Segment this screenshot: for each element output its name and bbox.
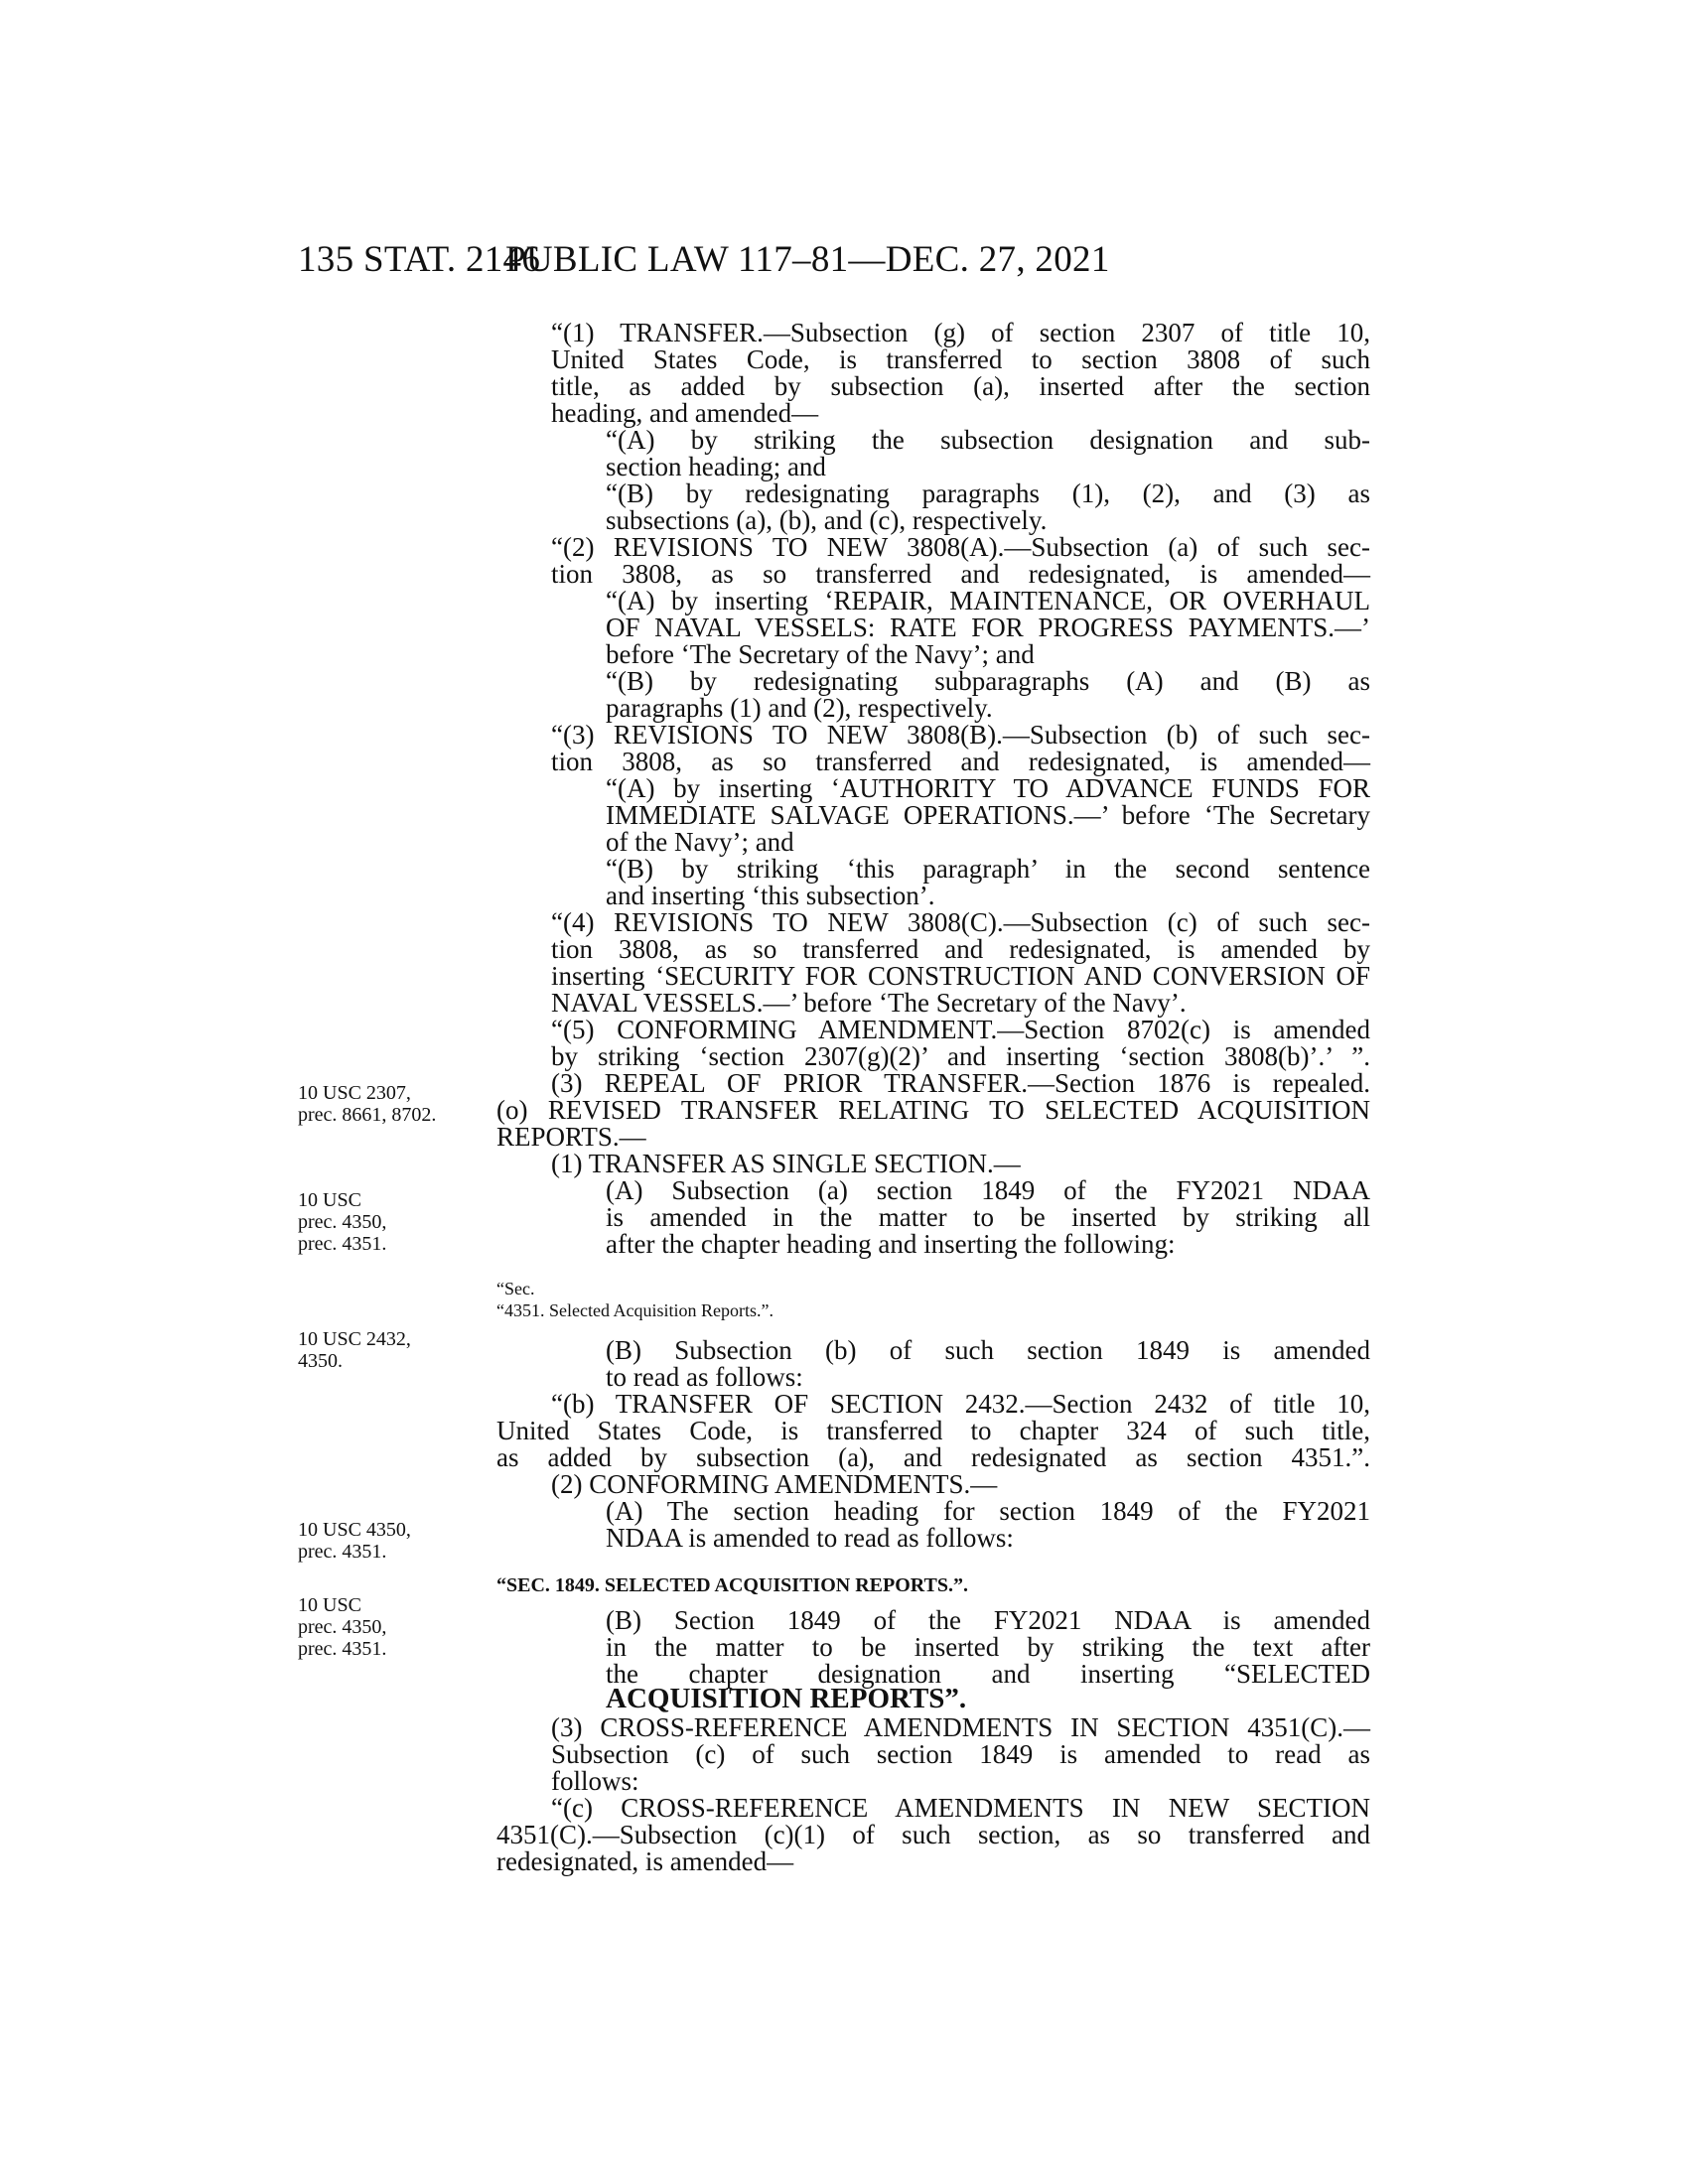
toc-entry: “4351. Selected Acquisition Reports.”. (496, 1300, 774, 1320)
text-line: REPORTS.— (496, 1122, 646, 1152)
public-law-header: PUBLIC LAW 117–81—DEC. 27, 2021 (505, 239, 1110, 280)
text-line: IMMEDIATE SALVAGE OPERATIONS.—’ before ‘The Secretary (606, 800, 1370, 830)
text-line: tion 3808, as so transferred and redesignated, is amended— (551, 747, 1370, 776)
text-line: heading, and amended— (551, 398, 819, 428)
text-line: and inserting ‘this subsection’. (606, 881, 935, 910)
text-line: (2) CONFORMING AMENDMENTS.— (551, 1469, 998, 1499)
text-line: Subsection (c) of such section 1849 is amended to read as (551, 1739, 1370, 1769)
text-line: “(c) CROSS-REFERENCE AMENDMENTS IN NEW SECTION (551, 1793, 1370, 1823)
text-line: inserting ‘SECURITY FOR CONSTRUCTION AND CONVERSION OF (551, 961, 1370, 991)
text-line: (o) REVISED TRANSFER RELATING TO SELECTED ACQUISITION (496, 1095, 1370, 1125)
text-line: the chapter designation and inserting “SELECTED (606, 1659, 1370, 1689)
margin-note: 10 USC 4350, prec. 4351. (298, 1519, 411, 1563)
text-line: follows: (551, 1766, 639, 1796)
margin-note: 10 USC 2307, prec. 8661, 8702. (298, 1082, 437, 1126)
text-line: (A) Subsection (a) section 1849 of the FY2021 NDAA (606, 1175, 1370, 1205)
text-line: “(4) REVISIONS TO NEW 3808(C).—Subsection (c) of such sec- (551, 907, 1370, 937)
text-line: redesignated, is amended— (496, 1846, 794, 1876)
text-line: “(B) by redesignating subparagraphs (A) and (B) as (606, 666, 1370, 696)
text-line: before ‘The Secretary of the Navy’; and (606, 639, 1035, 669)
text-line: paragraphs (1) and (2), respectively. (606, 693, 993, 723)
text-line: (A) The section heading for section 1849 of the FY2021 (606, 1496, 1370, 1526)
text-line: “(A) by inserting ‘REPAIR, MAINTENANCE, OR OVERHAUL (606, 586, 1370, 615)
text-line: is amended in the matter to be inserted by striking all (606, 1202, 1370, 1232)
text-line: in the matter to be inserted by striking the text after (606, 1632, 1370, 1662)
text-line: “(B) by redesignating paragraphs (1), (2), and (3) as (606, 478, 1370, 508)
text-line: ACQUISITION REPORTS”. (606, 1683, 967, 1714)
text-line: (3) CROSS-REFERENCE AMENDMENTS IN SECTION 4351(C).— (551, 1712, 1370, 1742)
text-line: “(b) TRANSFER OF SECTION 2432.—Section 2432 of title 10, (551, 1389, 1370, 1419)
text-line: (3) REPEAL OF PRIOR TRANSFER.—Section 1876 is repealed. (551, 1068, 1370, 1098)
text-line: United States Code, is transferred to chapter 324 of such title, (496, 1416, 1370, 1445)
text-line: subsections (a), (b), and (c), respectively. (606, 505, 1048, 535)
text-line: NAVAL VESSELS.—’ before ‘The Secretary of the Navy’. (551, 988, 1187, 1018)
text-line: as added by subsection (a), and redesignated as section 4351.”. (496, 1442, 1370, 1472)
text-line: “(5) CONFORMING AMENDMENT.—Section 8702(c) is amended (551, 1015, 1370, 1044)
text-line: after the chapter heading and inserting the following: (606, 1229, 1176, 1259)
text-line: “(1) TRANSFER.—Subsection (g) of section 2307 of title 10, (551, 318, 1370, 347)
text-line: by striking ‘section 2307(g)(2)’ and inserting ‘section 3808(b)’.’ ”. (551, 1041, 1370, 1071)
margin-note: 10 USC prec. 4350, prec. 4351. (298, 1594, 387, 1660)
text-line: “(2) REVISIONS TO NEW 3808(A).—Subsection (a) of such sec- (551, 532, 1370, 562)
margin-note: 10 USC 2432, 4350. (298, 1328, 411, 1372)
text-line: “(3) REVISIONS TO NEW 3808(B).—Subsection (b) of such sec- (551, 720, 1370, 750)
text-line: OF NAVAL VESSELS: RATE FOR PROGRESS PAYMENTS.—’ (606, 613, 1370, 642)
margin-note: 10 USC prec. 4350, prec. 4351. (298, 1189, 387, 1255)
stat-page-number: 135 STAT. 2146 (298, 239, 541, 280)
text-line: title, as added by subsection (a), inserted after the section (551, 371, 1370, 401)
text-line: (1) TRANSFER AS SINGLE SECTION.— (551, 1149, 1021, 1178)
text-line: “(A) by inserting ‘AUTHORITY TO ADVANCE FUNDS FOR (606, 773, 1370, 803)
text-line: section heading; and (606, 452, 826, 481)
toc-header: “Sec. (496, 1279, 535, 1298)
text-line: (B) Subsection (b) of such section 1849 is amended (606, 1335, 1370, 1365)
text-line: of the Navy’; and (606, 827, 794, 857)
text-line: 4351(C).—Subsection (c)(1) of such section, as so transferred and (496, 1820, 1370, 1849)
text-line: “(B) by striking ‘this paragraph’ in the second sentence (606, 854, 1370, 884)
text-line: “(A) by striking the subsection designation and sub- (606, 425, 1370, 455)
section-heading: “SEC. 1849. SELECTED ACQUISITION REPORTS.”. (496, 1574, 968, 1596)
text-line: tion 3808, as so transferred and redesignated, is amended— (551, 559, 1370, 589)
text-line: NDAA is amended to read as follows: (606, 1523, 1014, 1553)
text-line: to read as follows: (606, 1362, 803, 1392)
text-line: (B) Section 1849 of the FY2021 NDAA is amended (606, 1605, 1370, 1635)
text-line: United States Code, is transferred to section 3808 of such (551, 344, 1370, 374)
text-line: tion 3808, as so transferred and redesignated, is amended by (551, 934, 1370, 964)
